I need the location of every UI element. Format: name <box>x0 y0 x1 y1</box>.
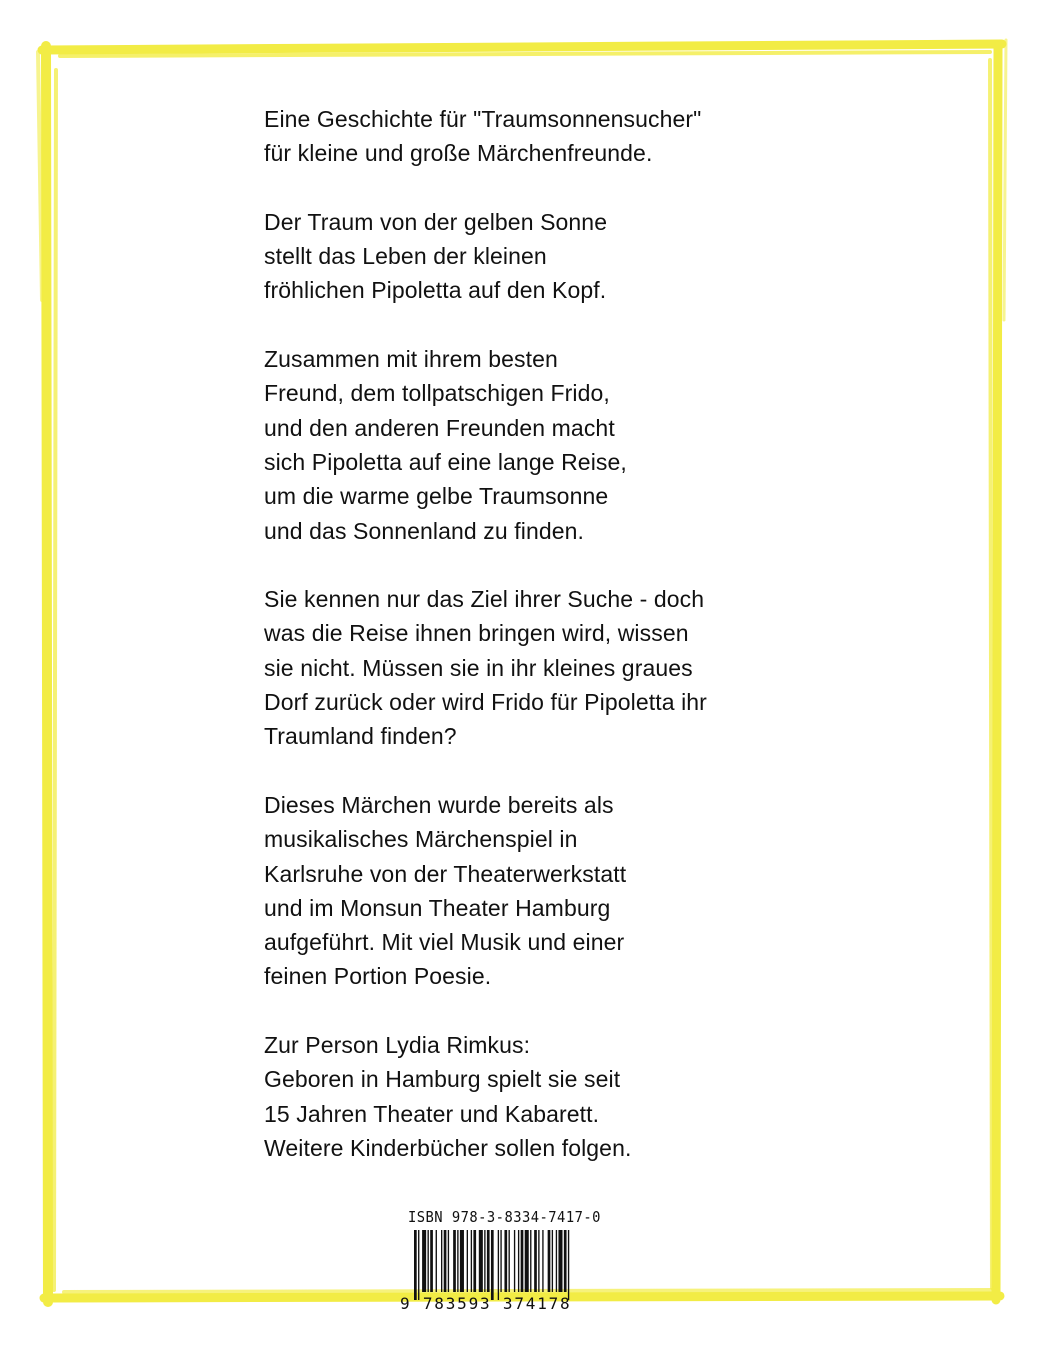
barcode-bar <box>558 1230 562 1292</box>
barcode-bar <box>441 1230 442 1292</box>
back-cover-text <box>264 102 824 1200</box>
barcode-bar <box>430 1230 433 1292</box>
barcode-bar <box>552 1230 553 1292</box>
text-line: sich Pipoletta auf eine lange Reise, <box>264 448 627 475</box>
text-line: Freund, dem tollpatschigen Frido, <box>264 380 610 407</box>
text-line: Zur Person Lydia Rimkus: <box>264 1032 531 1059</box>
isbn-label: ISBN 978-3-8334-7417-0 <box>408 1208 601 1226</box>
text-line: Sie kennen nur das Ziel ihrer Suche - doch <box>264 586 705 613</box>
barcode-bar <box>530 1230 531 1292</box>
text-line: stellt das Leben der kleinen <box>264 243 547 270</box>
barcode-bar <box>418 1230 419 1300</box>
paragraph-author <box>264 1028 824 1165</box>
barcode-bar <box>484 1230 485 1292</box>
text-line: Dieses Märchen wurde bereits als <box>264 791 614 818</box>
barcode-bar <box>414 1230 417 1300</box>
barcode-bar <box>444 1230 447 1292</box>
barcode-bar <box>534 1230 537 1292</box>
barcode-bar <box>491 1230 494 1300</box>
text-line: Eine Geschichte für "Traumsonnensucher" <box>264 106 702 132</box>
barcode-bar <box>453 1230 456 1292</box>
text-line: aufgeführt. Mit viel Musik und einer <box>264 929 625 956</box>
barcode-bar <box>538 1230 539 1292</box>
barcode-bar <box>457 1230 458 1292</box>
barcode-bar <box>504 1230 507 1292</box>
barcode-bar <box>518 1230 519 1292</box>
barcode-bar <box>548 1230 551 1292</box>
text-line: feinen Portion Poesie. <box>264 963 492 990</box>
barcode-bar <box>448 1230 449 1292</box>
barcode-bar <box>473 1230 476 1292</box>
text-line: für kleine und große Märchenfreunde. <box>264 140 653 167</box>
barcode-bar <box>525 1230 529 1292</box>
barcode-bar <box>471 1230 472 1292</box>
barcode-bar <box>479 1230 483 1292</box>
barcode-bar <box>509 1230 510 1292</box>
text-line: Zusammen mit ihrem besten <box>264 346 558 373</box>
barcode-digits: 9 783593 374178 <box>400 1294 572 1313</box>
text-line: Weitere Kinderbücher sollen folgen. <box>264 1134 632 1161</box>
barcode-bar <box>500 1230 501 1292</box>
paragraph-journey <box>264 342 824 548</box>
text-line: und den anderen Freunden macht <box>264 414 615 441</box>
barcode-bar <box>498 1230 499 1300</box>
barcode-bar <box>422 1230 426 1292</box>
text-line: Der Traum von der gelben Sonne <box>264 208 608 235</box>
text-line: sie nicht. Müssen sie in ihr kleines graues <box>264 654 693 681</box>
barcode-bar <box>428 1230 429 1292</box>
barcode-bar <box>436 1230 437 1292</box>
barcode-bar <box>568 1230 569 1300</box>
barcode-bar <box>564 1230 567 1292</box>
text-line: Dorf zurück oder wird Frido für Pipoletta ihr <box>264 689 707 716</box>
paragraph-theater <box>264 788 824 994</box>
text-line: Traumland finden? <box>264 723 457 750</box>
barcode-bar <box>487 1230 490 1292</box>
text-line: fröhlichen Pipoletta auf den Kopf. <box>264 277 607 304</box>
paragraph-dream <box>264 205 824 308</box>
text-line: musikalisches Märchenspiel in <box>264 826 578 853</box>
barcode-bar <box>460 1230 464 1292</box>
text-line: und im Monsun Theater Hamburg <box>264 894 611 921</box>
barcode-bar <box>542 1230 543 1292</box>
barcode-bar <box>467 1230 468 1292</box>
text-line: Geboren in Hamburg spielt sie seit <box>264 1066 621 1093</box>
paragraph-question <box>264 582 824 753</box>
text-line: 15 Jahren Theater und Kabarett. <box>264 1100 600 1127</box>
text-line: und das Sonnenland zu finden. <box>264 517 585 544</box>
isbn-barcode-block <box>400 1208 618 1318</box>
text-line: um die warme gelbe Traumsonne <box>264 483 609 510</box>
barcode-bar <box>556 1230 557 1292</box>
barcode-bar <box>521 1230 524 1292</box>
text-line: Karlsruhe von der Theaterwerkstatt <box>264 860 627 887</box>
barcode-bar <box>514 1230 515 1292</box>
text-line: was die Reise ihnen bringen wird, wissen <box>264 620 689 647</box>
paragraph-intro <box>264 102 824 171</box>
barcode-icon <box>400 1230 618 1300</box>
